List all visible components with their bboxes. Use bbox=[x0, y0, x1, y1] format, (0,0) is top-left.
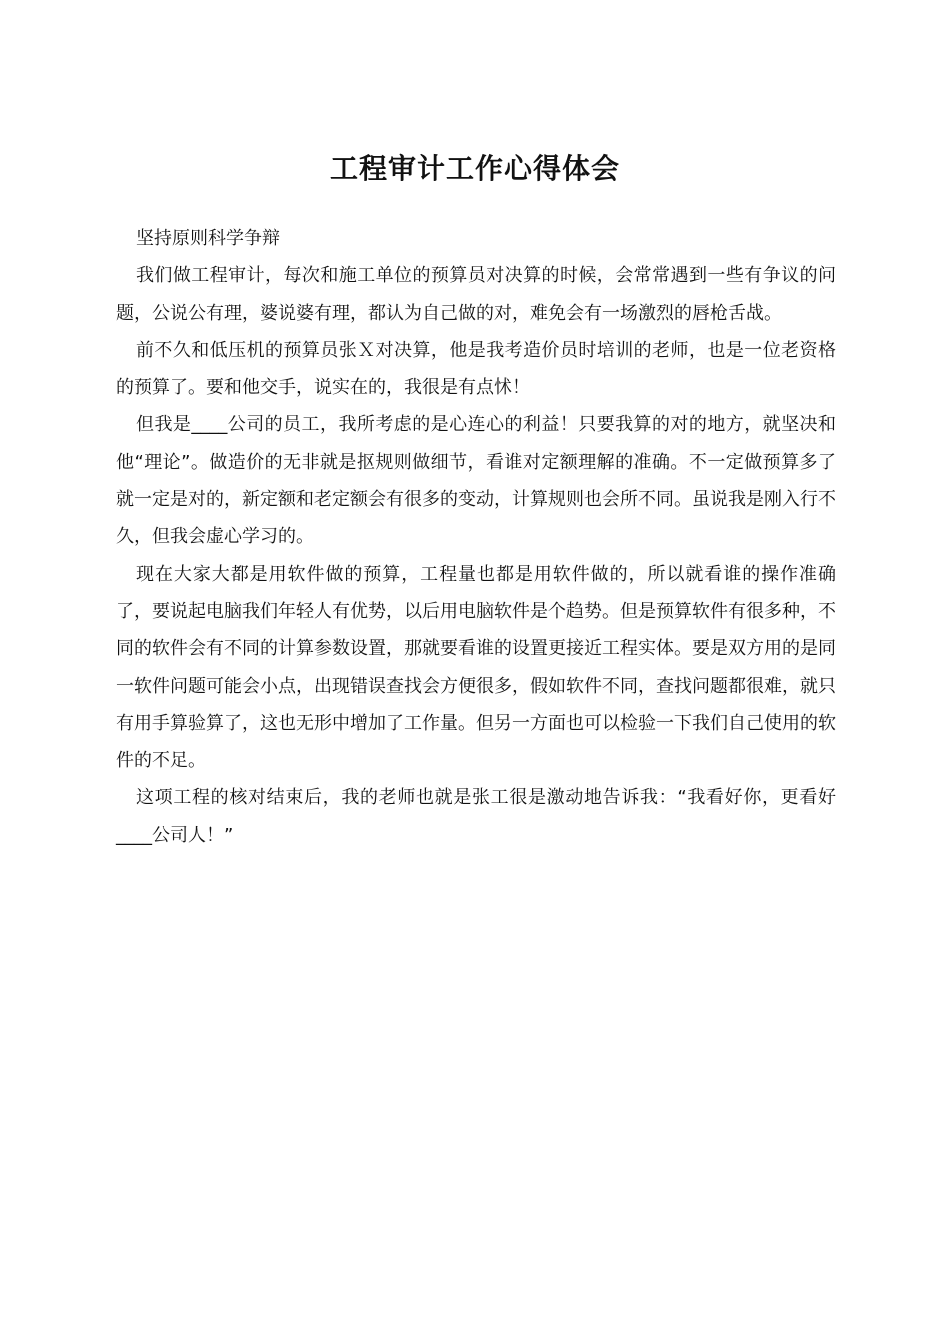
body-paragraph: 前不久和低压机的预算员张Ｘ对决算，他是我考造价员时培训的老师，也是一位老资格的预算了。要和他交手，说实在的，我很是有点怵！ bbox=[116, 339, 836, 399]
body-paragraph: 这项工程的核对结束后，我的老师也就是张工很是激动地告诉我：“我看好你，更看好____公司人！” bbox=[116, 787, 836, 846]
body-paragraph: 我们做工程审计，每次和施工单位的预算员对决算的时候，会常常遇到一些有争议的问题，公说公有理，婆说婆有理，都认为自己做的对，难免会有一场激烈的唇枪舌战。 bbox=[116, 265, 836, 324]
section-heading: 坚持原则科学争辩 bbox=[136, 228, 280, 249]
document-title: 工程审计工作心得体会 bbox=[329, 151, 620, 185]
document-body bbox=[116, 220, 836, 854]
body-paragraph: 现在大家大都是用软件做的预算，工程量也都是用软件做的，所以就看谁的操作准确了，要说起电脑我们年轻人有优势，以后用电脑软件是个趋势。但是预算软件有很多种，不同的软件会有不同的计算参数设置，那就要看谁的设置更接近工程实体。要是双方用的是同一软件问题可能会小点，出现错误查找会方便很多，假如软件不同，查找问题都很难，就只有用手算验算了，这也无形中增加了工作量。但另一方面也可以检验一下我们自己使用的软件的不足。 bbox=[116, 563, 836, 772]
body-paragraph: 但我是____公司的员工，我所考虑的是心连心的利益！只要我算的对的地方，就坚决和他“理论”。做造价的无非就是抠规则做细节，看谁对定额理解的准确。不一定做预算多了就一定是对的，新定额和老定额会有很多的变动，计算规则也会所不同。虽说我是刚入行不久，但我会虚心学习的。 bbox=[116, 414, 836, 548]
